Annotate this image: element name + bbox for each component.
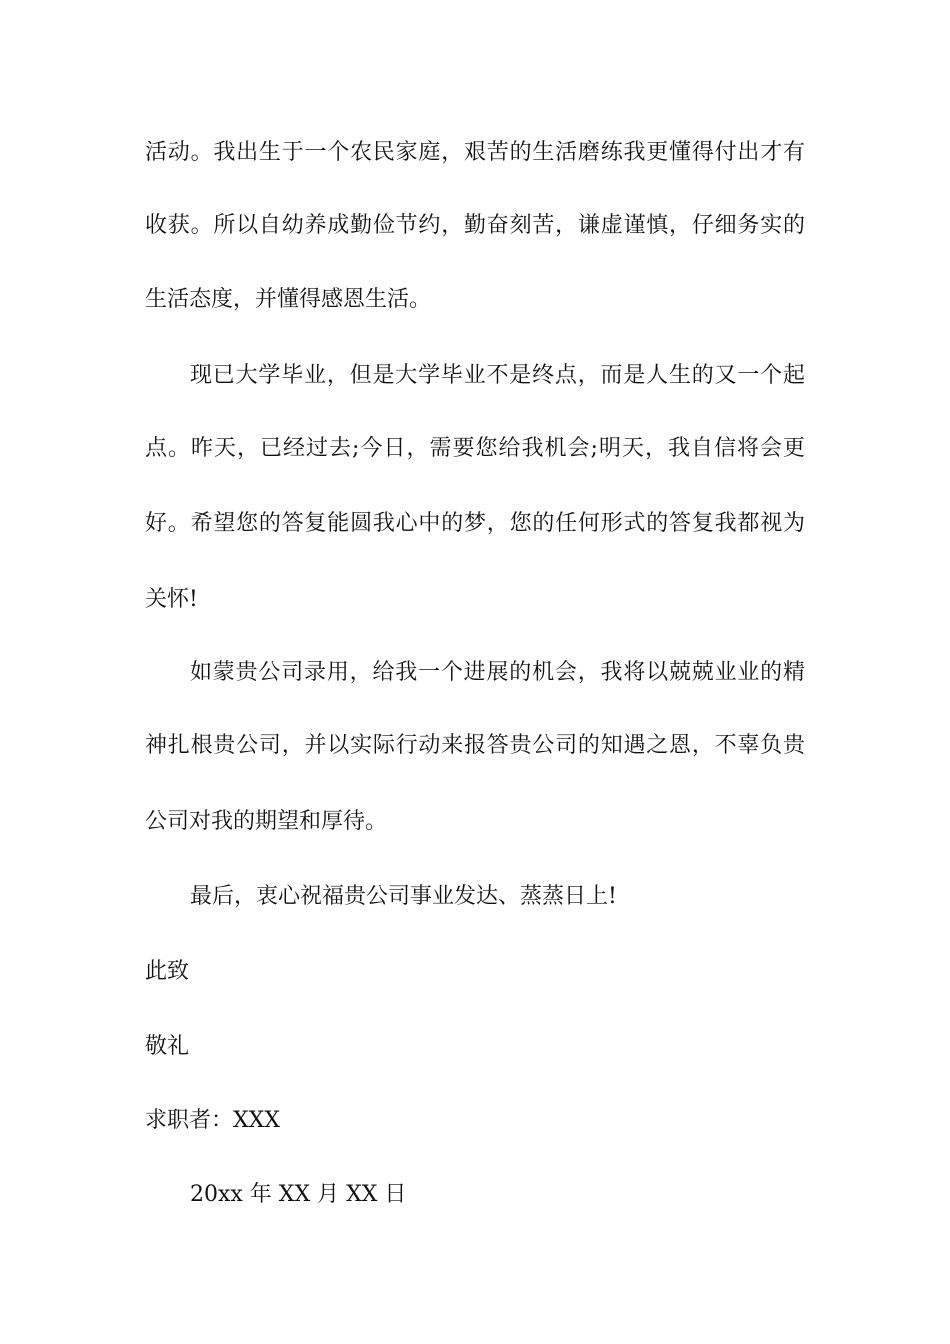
signature-applicant: 求职者：XXX — [145, 1108, 280, 1133]
paragraph-line: 点。昨天，已经过去;今日，需要您给我机会;明天，我自信将会更 — [145, 436, 805, 461]
paragraph-line: 公司对我的期望和厚待。 — [145, 809, 388, 834]
paragraph-line: 活动。我出生于一个农民家庭，艰苦的生活磨练我更懂得付出才有 — [145, 140, 805, 165]
paragraph-line: 关怀! — [145, 587, 198, 612]
paragraph-line: 生活态度，并懂得感恩生活。 — [145, 287, 432, 312]
salutation-ci-zhi: 此致 — [145, 959, 190, 984]
signature-date: 20xx 年 XX 月 XX 日 — [190, 1182, 407, 1207]
paragraph-line: 好。希望您的答复能圆我心中的梦，您的任何形式的答复我都视为 — [145, 511, 805, 536]
paragraph-line: 现已大学毕业，但是大学毕业不是终点，而是人生的又一个起 — [190, 363, 805, 388]
paragraph-line: 收获。所以自幼养成勤俭节约，勤奋刻苦，谦虚谨慎，仔细务实的 — [145, 213, 805, 238]
paragraph-line: 神扎根贵公司，并以实际行动来报答贵公司的知遇之恩，不辜负贵 — [145, 733, 805, 758]
closing-wish-line: 最后，衷心祝福贵公司事业发达、蒸蒸日上! — [190, 884, 617, 909]
salutation-jing-li: 敬礼 — [145, 1034, 190, 1059]
paragraph-line: 如蒙贵公司录用，给我一个进展的机会，我将以兢兢业业的精 — [190, 660, 805, 685]
